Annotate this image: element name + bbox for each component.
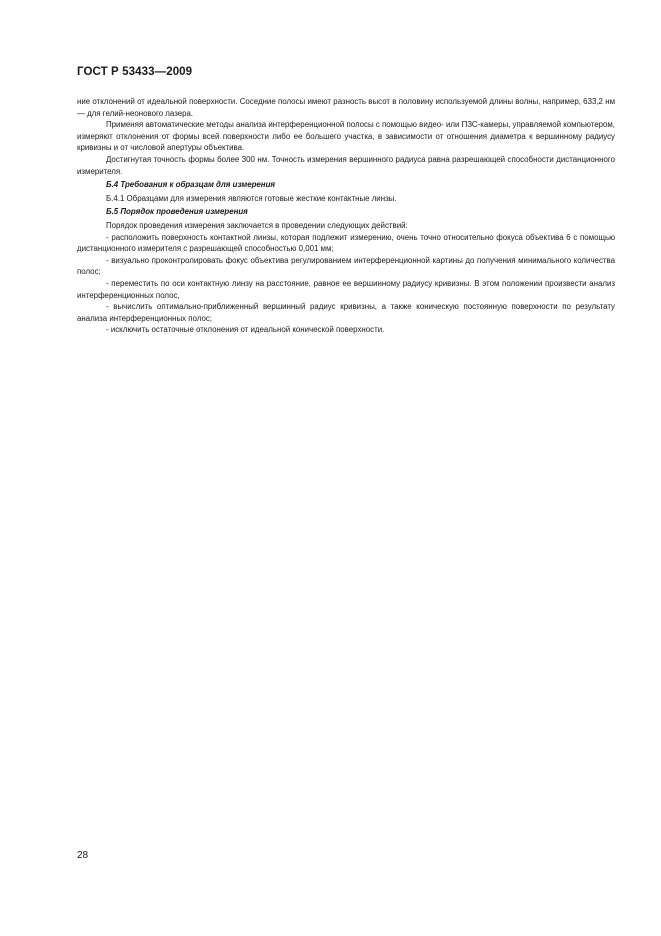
paragraph-automatic-methods: Применяя автоматические методы анализа интерференционной полосы с помощью видео- или ПЗС-камеры, управляемой компьютером, измеряют отклонения от формы всей поверхности либо ее большего участка, в зависимости от отношения диаметра к вершинному радиусу кривизны и от числовой апертуры объектива. [77,120,615,153]
list-item-step-4: - вычислить оптимально-приближенный вершинный радиус кривизны, а также коническую постоянную поверхности по результату анализа интерференционных полос; [77,302,615,323]
document-header: ГОСТ Р 53433—2009 [77,66,193,78]
list-item-step-5: - исключить остаточные отклонения от идеальной конической поверхности. [106,325,385,335]
paragraph-accuracy: Достигнутая точность формы более 300 нм. Точность измерения вершинного радиуса равна разрешающей способности дистанционного измерителя. [77,154,615,176]
page-number: 28 [77,850,89,861]
section-heading-b4: Б.4 Требования к образцам для измерения [106,180,276,190]
paragraph-procedure-intro: Порядок проведения измерения заключается в проведении следующих действий: [106,220,408,230]
paragraph-b4-1: Б.4.1 Образцами для измерения являются готовые жесткие контактные линзы. [106,193,397,203]
paragraph-continuation: ние отклонений от идеальной поверхности. Соседние полосы имеют разность высот в половину используемой длины волны, например, 633,2 нм — для гелий-неонового лазера. [77,97,615,118]
list-item-step-3: - переместить по оси контактную линзу на расстояние, равное ее вершинному радиусу кривизны. В этом положении произвести анализ интерференционных полос, [77,278,615,300]
list-item-step-1: - расположить поверхность контактной линзы, которая подлежит измерению, очень точно относительно фокуса объектива 6 с помощью дистанционного измерителя с разрешающей способностью 0,001 мм; [77,232,615,254]
document-body [77,96,615,336]
list-item-step-2: - визуально проконтролировать фокус объектива регулированием интерференционной картины до получения минимального количества полос; [77,255,615,277]
section-heading-b5: Б.5 Порядок проведения измерения [106,207,248,217]
